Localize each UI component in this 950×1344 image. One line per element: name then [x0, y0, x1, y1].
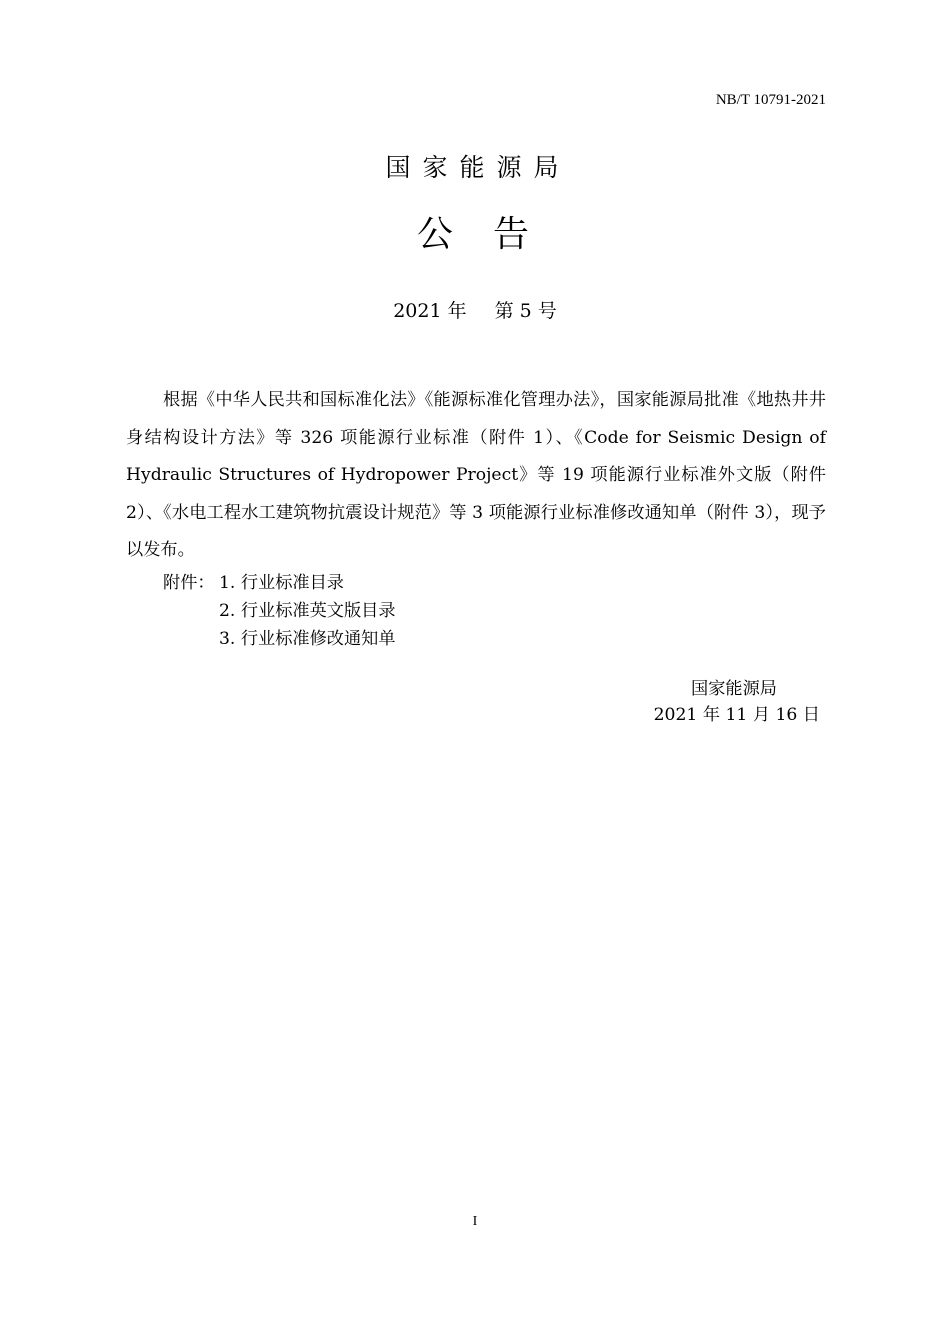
- issue-number: 第 5 号: [494, 300, 557, 322]
- attachments-label: 附件：: [163, 573, 215, 593]
- page-number: I: [472, 1214, 478, 1229]
- announcement-title: 公告: [416, 214, 569, 255]
- document-code: NB/T 10791-2021: [715, 92, 826, 108]
- issuer-title: 国家能源局: [385, 153, 571, 182]
- issue-number-line: [0, 296, 950, 323]
- announcement-body: 根据《中华人民共和国标准化法》《能源标准化管理办法》，国家能源局批准《地热井井身结构设计方法》等 326 项能源行业标准（附件 1）、《Code for Seismic Design of Hydraulic Structures of Hydropower Project》等 19 项能源行业标准外文版（附件 2）、《水电工程水工建筑物抗震设计规范》等 3 项能源行业标准修改通知单（附件 3），现予以发布。: [126, 390, 826, 560]
- signature-organization: 国家能源局: [691, 679, 777, 699]
- signature-block: [654, 676, 820, 728]
- attachment-item-text: 1. 行业标准目录: [219, 573, 344, 593]
- attachment-item: [163, 569, 396, 597]
- attachment-item-text: 2. 行业标准英文版目录: [219, 601, 396, 621]
- attachment-item: [163, 597, 396, 625]
- signature-date: 2021 年 11 月 16 日: [653, 705, 820, 725]
- issue-year: 2021 年: [393, 300, 467, 322]
- attachment-item: [163, 625, 396, 653]
- attachments-list: [163, 569, 396, 653]
- attachment-item-text: 3. 行业标准修改通知单: [219, 629, 396, 649]
